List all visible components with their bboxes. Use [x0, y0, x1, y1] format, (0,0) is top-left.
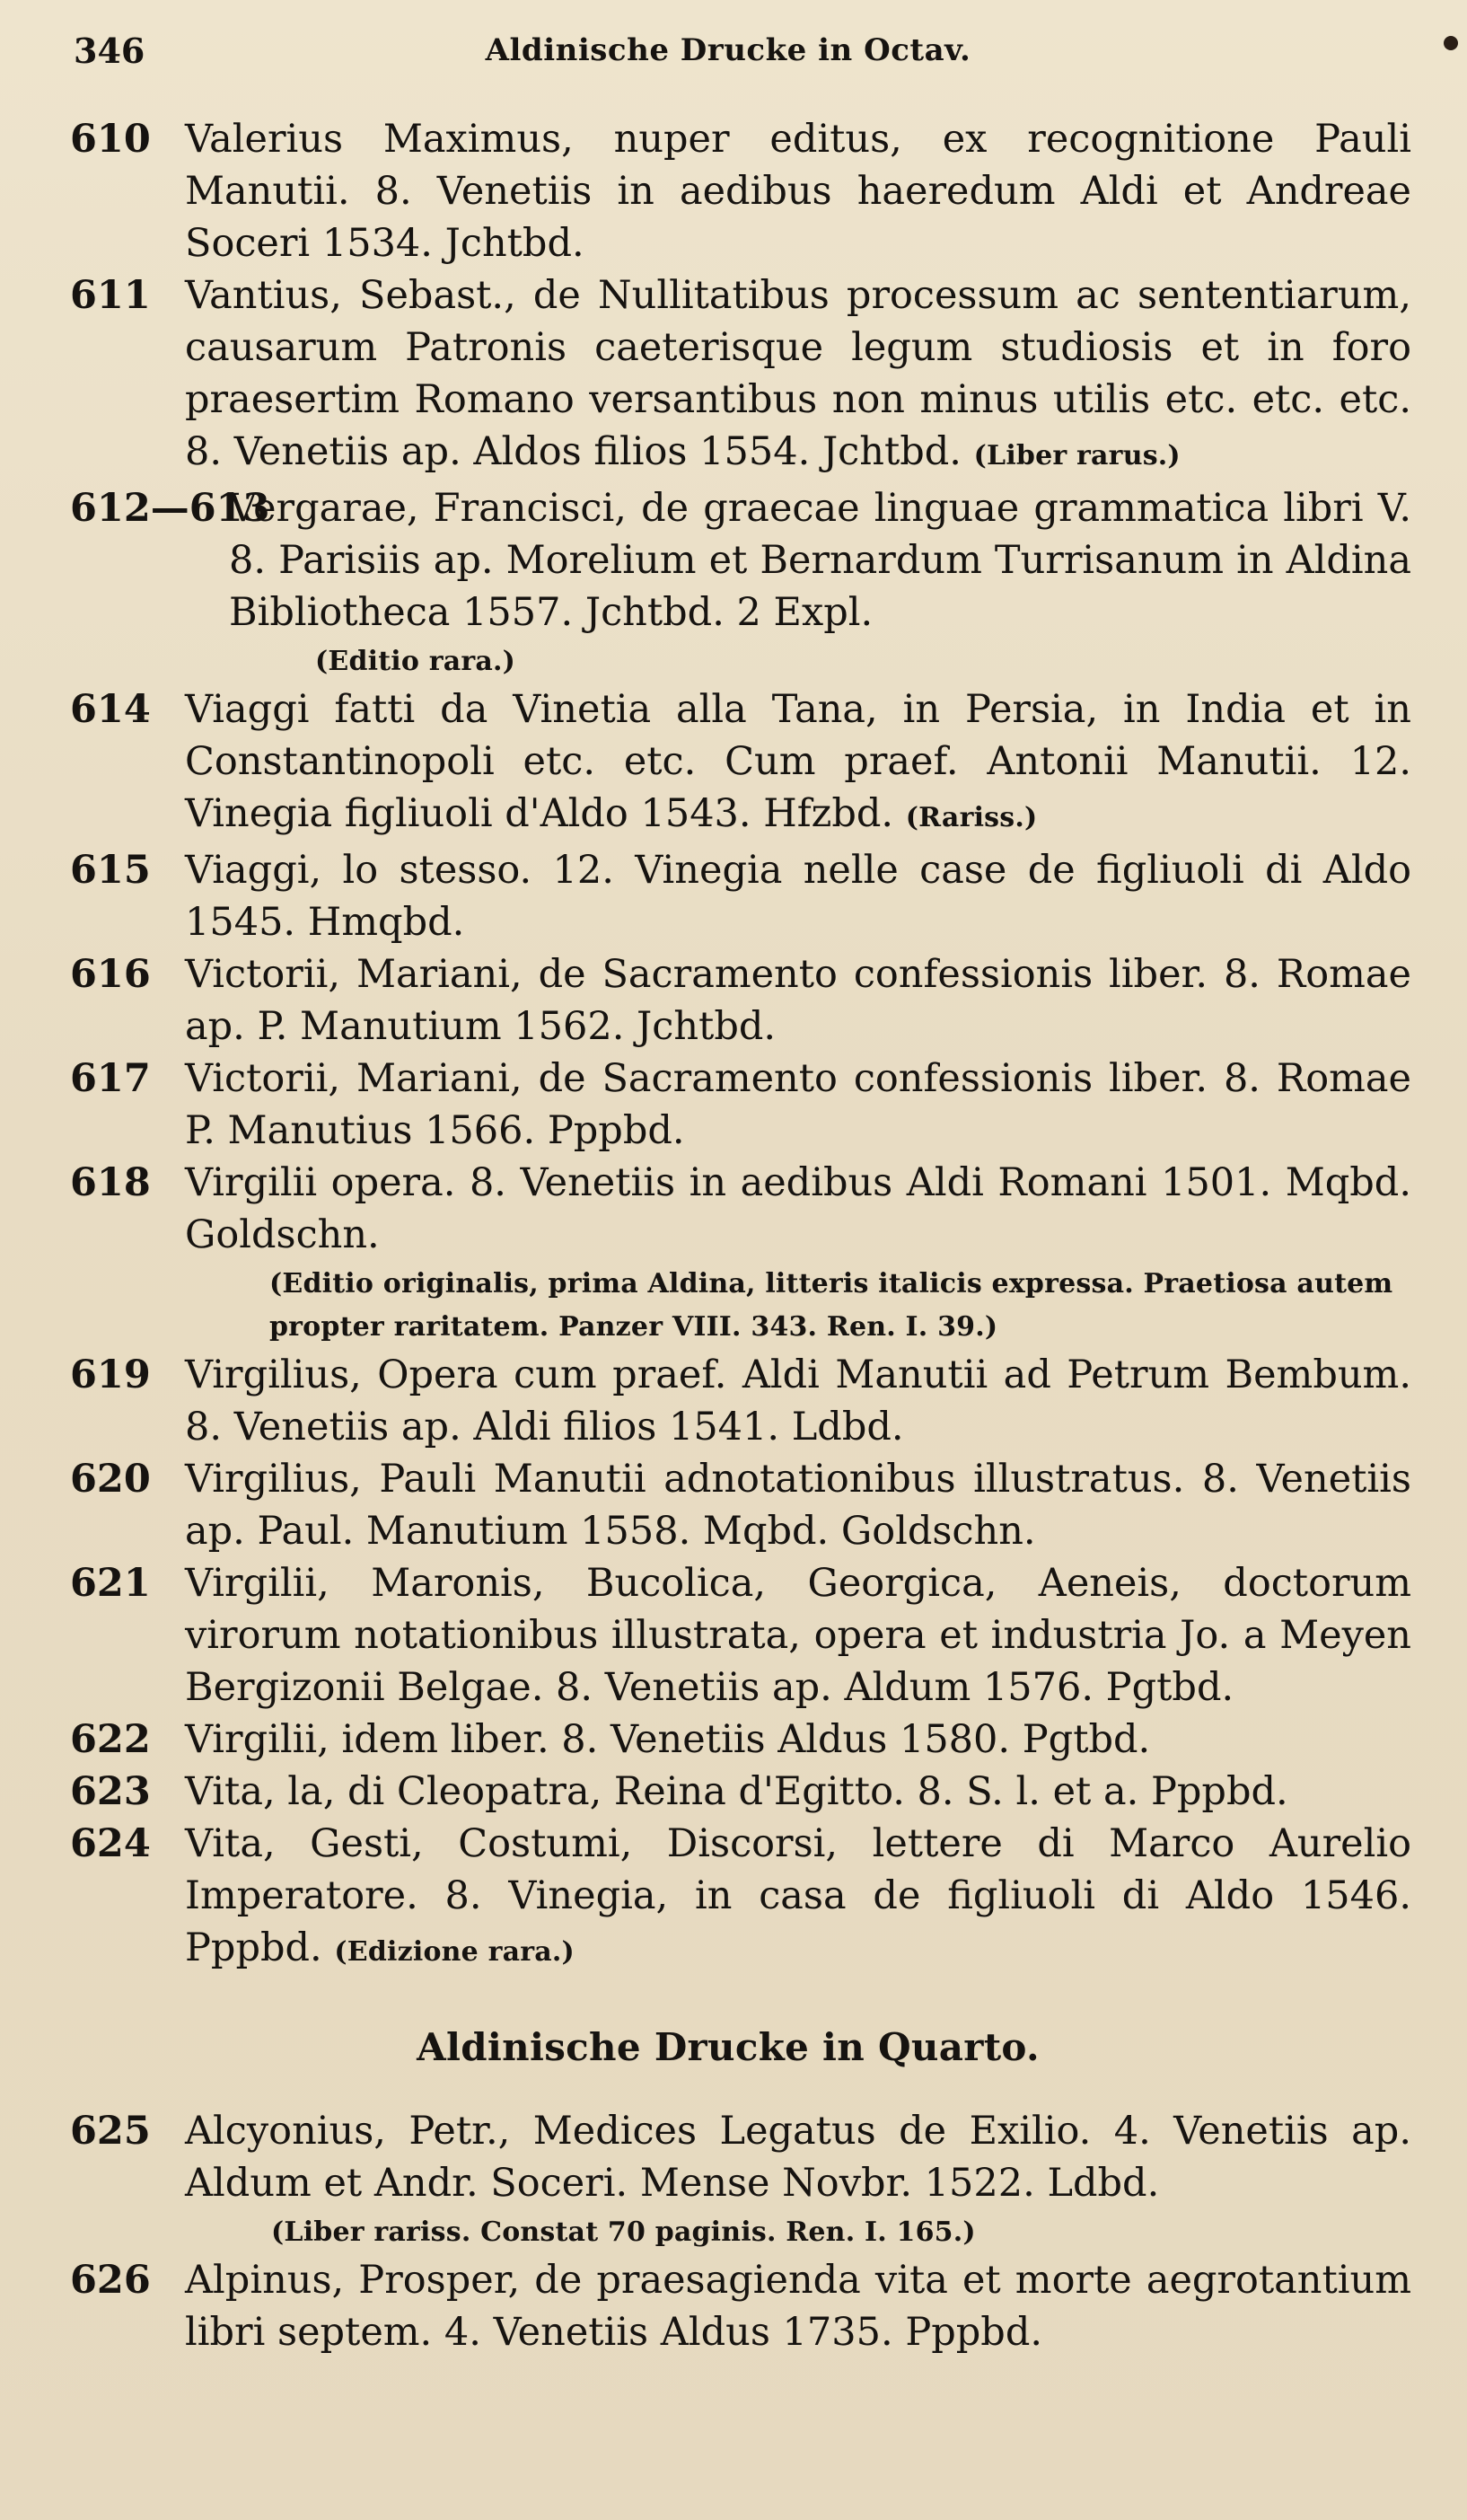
entry-text: Victorii, Mariani, de Sacramento confessionis liber. 8. Romae ap. P. Manutium 1562. Jchtbd.	[185, 952, 1411, 1049]
entry-text	[185, 1818, 1411, 1978]
entry-number: 623	[70, 1769, 151, 1814]
catalog-entry	[45, 1453, 1411, 1557]
entry-number: 611	[70, 273, 151, 318]
catalog-entry	[45, 844, 1411, 948]
page-header-title: Aldinische Drucke in Octav.	[485, 32, 971, 68]
entry-number: 618	[70, 1160, 151, 1205]
entry-text: Alcyonius, Petr., Medices Legatus de Exilio. 4. Venetiis ap. Aldum et Andr. Soceri. Mense Novbr. 1522. Ldbd.	[185, 2109, 1411, 2206]
entry-text: Virgilius, Pauli Manutii adnotationibus illustratus. 8. Venetiis ap. Paul. Manutium 1558. Mqbd. Goldschn.	[185, 1457, 1411, 1554]
running-head	[45, 25, 1411, 77]
catalog-entry	[45, 1557, 1411, 1714]
entry-text: Virgilius, Opera cum praef. Aldi Manutii ad Petrum Bembum. 8. Venetiis ap. Aldi filios 1541. Ldbd.	[185, 1353, 1411, 1449]
entry-number: 626	[70, 2258, 151, 2303]
catalog-entry	[45, 1349, 1411, 1453]
catalog-entry	[45, 2105, 1411, 2254]
entry-text: Victorii, Mariani, de Sacramento confessionis liber. 8. Romae P. Manutius 1566. Pppbd.	[185, 1056, 1411, 1153]
entries-list	[45, 113, 1411, 1978]
catalog-entry	[45, 1766, 1411, 1818]
entry-text: Vita, la, di Cleopatra, Reina d'Egitto. 8. S. l. et a. Pppbd.	[185, 1769, 1288, 1814]
entry-number: 616	[70, 952, 151, 997]
entry-number: 622	[70, 1717, 151, 1762]
entry-note: (Rariss.)	[905, 802, 1038, 833]
entry-text: Vergarae, Francisci, de graecae linguae grammatica libri V. 8. Parisiis ap. Morelium et Bernardum Turrisanum in Aldina Bibliotheca 1557. Jchtbd. 2 Expl.	[229, 486, 1411, 635]
catalog-entry	[45, 1157, 1411, 1349]
entry-text: Alpinus, Prosper, de praesagienda vita et morte aegrotantium libri septem. 4. Venetiis Aldus 1735. Pppbd.	[185, 2258, 1411, 2355]
catalog-entry	[45, 683, 1411, 844]
catalog-entry	[45, 113, 1411, 269]
catalog-entry	[45, 269, 1411, 482]
catalog-entry	[45, 948, 1411, 1053]
entry-number: 612—613	[70, 486, 270, 531]
entry-text	[185, 683, 1411, 844]
catalog-entry	[45, 1714, 1411, 1766]
entry-note: (Liber rarus.)	[973, 440, 1181, 471]
entry-number: 621	[70, 1561, 151, 1606]
section-heading: Aldinische Drucke in Quarto.	[417, 2025, 1040, 2069]
entry-note: (Edizione rara.)	[334, 1936, 575, 1968]
entry-number: 617	[70, 1056, 151, 1101]
page-number: 346	[74, 31, 145, 71]
entry-note: (Editio rara.)	[315, 646, 516, 677]
entry-number: 610	[70, 117, 151, 162]
entry-text: Virgilii, Maronis, Bucolica, Georgica, Aeneis, doctorum virorum notationibus illustrata, opera et industria Jo. a Meyen Bergizonii Belgae. 8. Venetiis ap. Aldum 1576. Pgtbd.	[185, 1561, 1411, 1710]
entry-text-main: Vita, Gesti, Costumi, Discorsi, lettere di Marco Aurelio Imperatore. 8. Vinegia, in casa de figliuoli di Aldo 1546. Pppbd.	[185, 1821, 1411, 1970]
entry-text: Valerius Maximus, nuper editus, ex recognitione Pauli Manutii. 8. Venetiis in aedibus haeredum Aldi et Andreae Soceri 1534. Jchtbd.	[185, 117, 1411, 266]
entry-text: Virgilii opera. 8. Venetiis in aedibus Aldi Romani 1501. Mqbd. Goldschn.	[185, 1160, 1411, 1257]
catalog-entry	[45, 1053, 1411, 1157]
entry-text: Viaggi, lo stesso. 12. Vinegia nelle case de figliuoli di Aldo 1545. Hmqbd.	[185, 848, 1411, 945]
entry-number: 625	[70, 2109, 151, 2154]
catalog-entry	[45, 482, 1411, 683]
entry-text	[185, 269, 1411, 482]
entry-number: 620	[70, 1457, 151, 1502]
entry-text-main: Vantius, Sebast., de Nullitatibus processum ac sententiarum, causarum Patronis caeterisque legum studiosis et in foro praesertim Romano versantibus non minus utilis etc. etc. etc. 8. Venetiis ap. Aldos filios 1554. Jchtbd.	[185, 273, 1411, 474]
entry-note: (Liber rariss. Constat 70 paginis. Ren. I. 165.)	[271, 2216, 976, 2248]
catalog-entry	[45, 1818, 1411, 1978]
entry-text: Virgilii, idem liber. 8. Venetiis Aldus 1580. Pgtbd.	[185, 1717, 1151, 1762]
ink-mark	[1444, 36, 1458, 50]
entry-text-main: Viaggi fatti da Vinetia alla Tana, in Persia, in India et in Constantinopoli etc. etc. Cum praef. Antonii Manutii. 12. Vinegia figliuoli d'Aldo 1543. Hfzbd.	[185, 687, 1411, 836]
entry-number: 624	[70, 1821, 151, 1866]
entry-number: 615	[70, 848, 151, 893]
entry-note: (Editio originalis, prima Aldina, litteris italicis expressa. Praetiosa autem propter raritatem. Panzer VIII. 343. Ren. I. 39.)	[269, 1268, 1393, 1343]
entry-number: 614	[70, 687, 151, 732]
quarto-entries-list	[45, 2105, 1411, 2358]
catalog-entry	[45, 2254, 1411, 2358]
entry-number: 619	[70, 1353, 151, 1397]
